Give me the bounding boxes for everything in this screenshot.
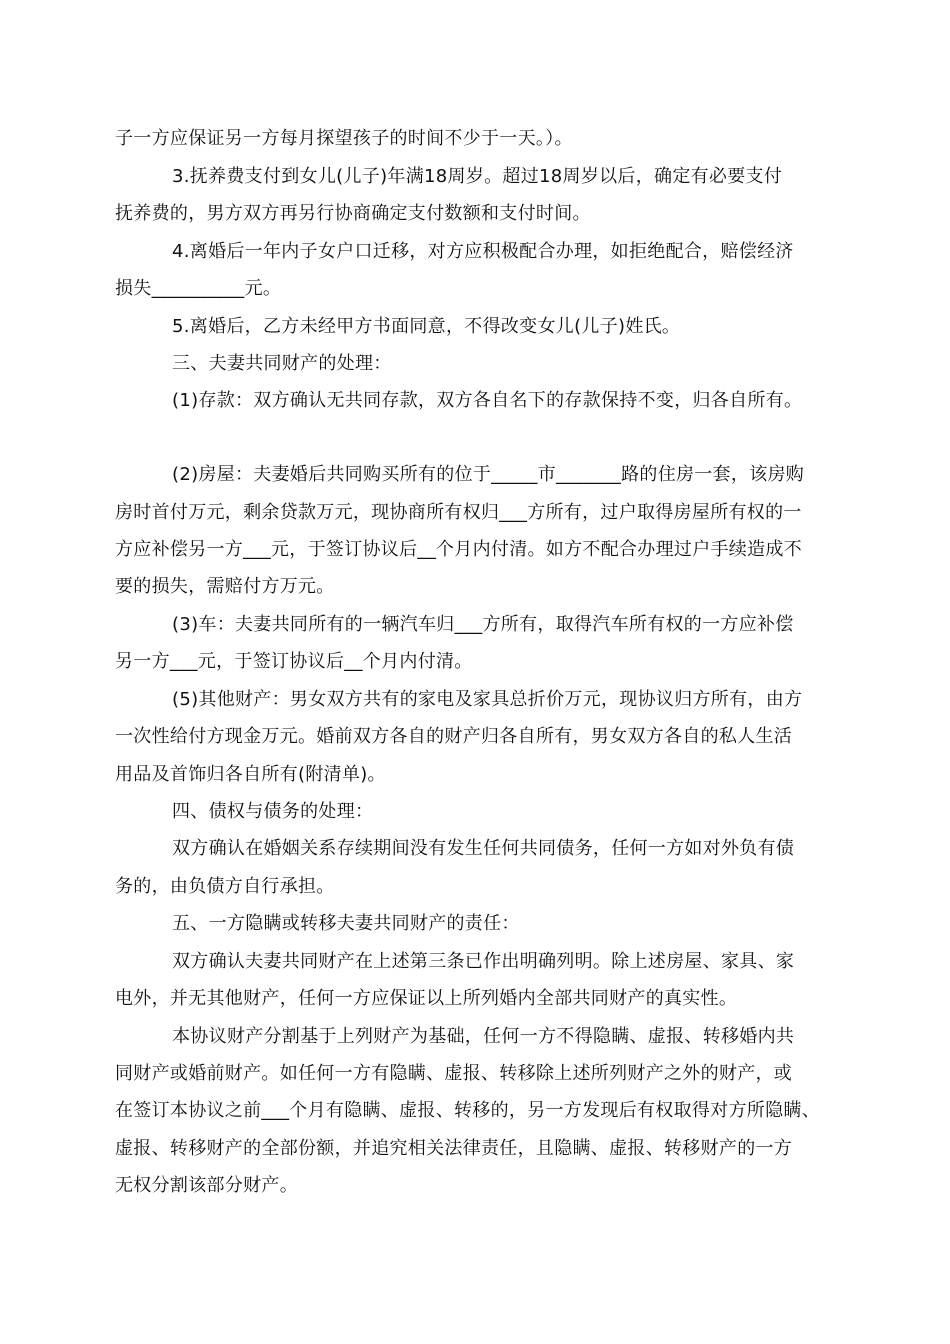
item-house-line-3: 方应补偿另一方___元，于签订协议后__个月内付清。如方不配合办理过户手续造成不 — [115, 539, 802, 560]
clause-5: 5.离婚后，乙方未经甲方书面同意，不得改变女儿(儿子)姓氏。 — [172, 316, 681, 337]
clause-4-line-1: 4.离婚后一年内子女户口迁移，对方应积极配合办理，如拒绝配合，赔偿经济 — [172, 241, 794, 262]
section-5-para-2-line-2: 同财产或婚前财产。如任何一方有隐瞒、虚报、转移除上述所列财产之外的财产，或 — [115, 1063, 793, 1084]
item-other-line-2: 一次性给付方现金万元。婚前双方各自的财产归各自所有，男女双方各自的私人生活 — [115, 726, 793, 747]
item-other-line-3: 用品及首饰归各自所有(附清单)。 — [115, 764, 386, 785]
item-other-line-1: (5)其他财产：男女双方共有的家电及家具总折价万元，现协议归方所有，由方 — [172, 689, 803, 710]
section-5-para-2-line-1: 本协议财产分割基于上列财产为基础，任何一方不得隐瞒、虚报、转移婚内共 — [172, 1026, 795, 1047]
section-5-para-2-line-3: 在签订本协议之前___个月有隐瞒、虚报、转移的，另一方发现后有权取得对方所隐瞒、 — [115, 1100, 820, 1121]
item-house-line-4: 要的损失，需赔付方万元。 — [115, 576, 335, 597]
item-house-line-1: (2)房屋：夫妻婚后共同购买所有的位于_____市_______路的住房一套，该房购 — [172, 464, 805, 485]
clause-3-line-2: 抚养费的，男方双方再另行协商确定支付数额和支付时间。 — [115, 203, 591, 224]
text-line-1: 子一方应保证另一方每月探望孩子的时间不少于一天。）。 — [115, 128, 573, 149]
section-5-heading: 五、一方隐瞒或转移夫妻共同财产的责任： — [172, 913, 520, 934]
section-5-para-2-line-4: 虚报、转移财产的全部份额，并追究相关法律责任，且隐瞒、虚报、转移财产的一方 — [115, 1138, 793, 1159]
section-4-line-2: 务的，由负债方自行承担。 — [115, 876, 335, 897]
section-5-para-1-line-1: 双方确认夫妻共同财产在上述第三条已作出明确列明。除上述房屋、家具、家 — [172, 951, 795, 972]
section-3-heading: 三、夫妻共同财产的处理： — [172, 353, 392, 374]
section-4-line-1: 双方确认在婚姻关系存续期间没有发生任何共同债务，任何一方如对外负有债 — [172, 838, 795, 859]
item-car-line-2: 另一方___元，于签订协议后__个月内付清。 — [115, 651, 473, 672]
clause-3-line-1: 3.抚养费支付到女儿(儿子)年满18周岁。超过18周岁以后，确定有必要支付 — [172, 166, 783, 187]
section-5-para-2-line-5: 无权分割该部分财产。 — [115, 1175, 298, 1196]
item-house-line-2: 房时首付万元，剩余贷款万元，现协商所有权归___方所有，过户取得房屋所有权的一 — [115, 502, 802, 523]
section-5-para-1-line-2: 电外，并无其他财产，任何一方应保证以上所列婚内全部共同财产的真实性。 — [115, 988, 738, 1009]
section-4-heading: 四、债权与债务的处理： — [172, 801, 374, 822]
clause-4-line-2: 损失__________元。 — [115, 278, 282, 299]
item-deposit: (1)存款：双方确认无共同存款，双方各自名下的存款保持不变，归各自所有。 — [172, 390, 803, 411]
item-car-line-1: (3)车：夫妻共同所有的一辆汽车归___方所有，取得汽车所有权的一方应补偿 — [172, 614, 794, 635]
